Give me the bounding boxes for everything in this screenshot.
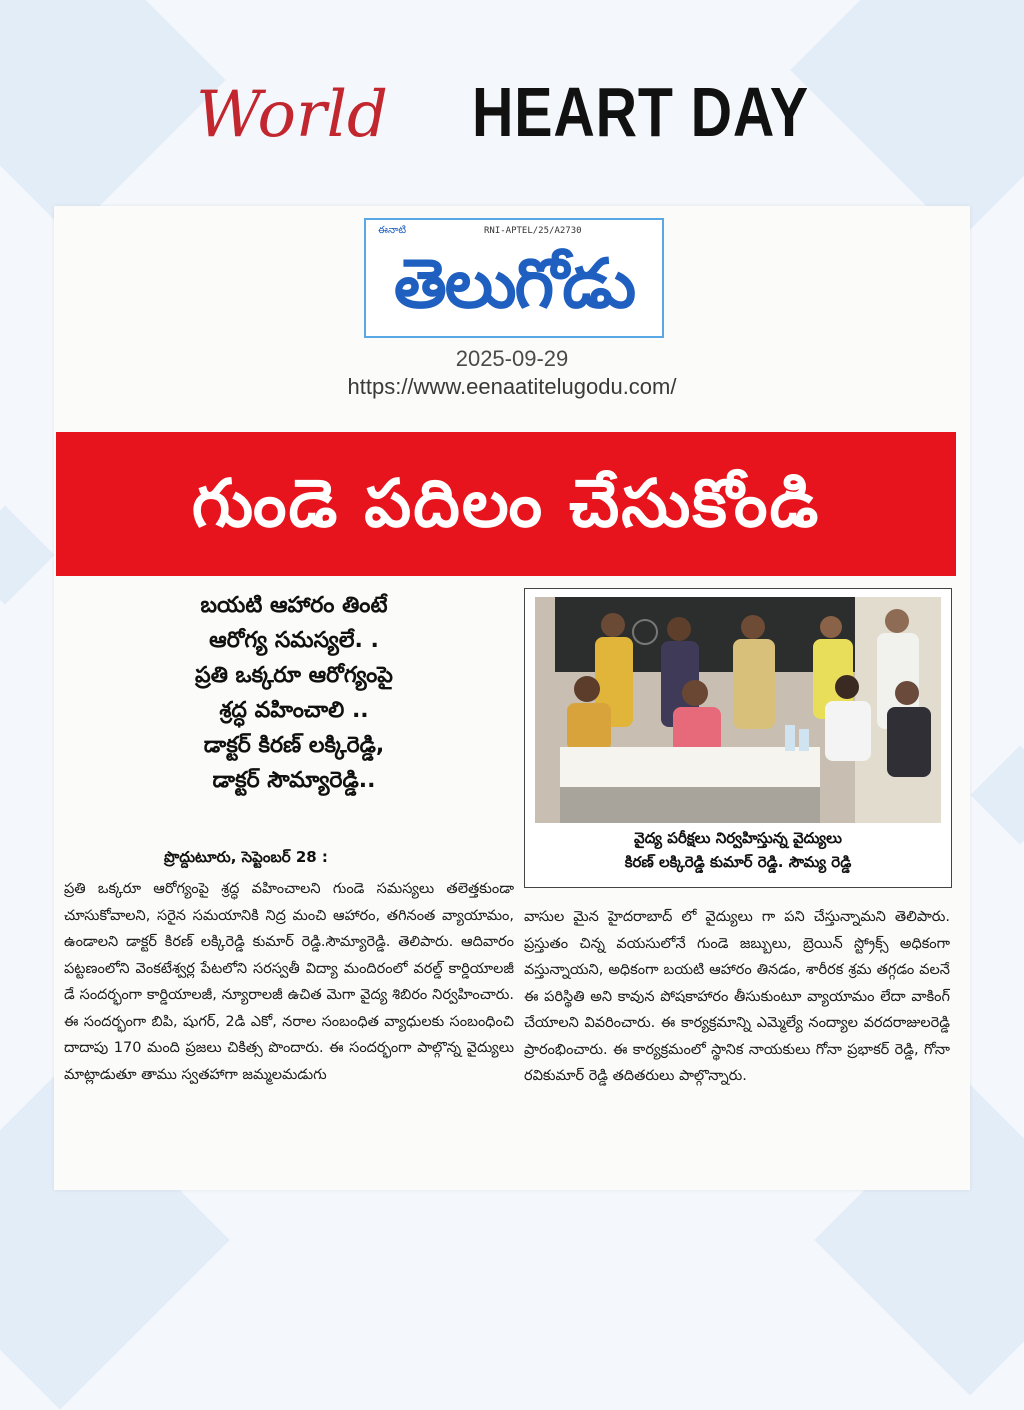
- world-script-title: World: [196, 78, 388, 152]
- headline-banner: గుండె పదిలం చేసుకోండి: [56, 432, 956, 576]
- article-column-right: వాసుల మైన హైదరాబాద్ లో వైద్యులు గా పని చేస్తున్నామని తెలిపారు. ప్రస్తుతం చిన్న వయసులోనే గుండె జబ్బులు, బ్రెయిన్ స్ట్రోక్స్ అధికంగా వస్తున్నాయని, అధికంగా బయటి ఆహారం తినడం, శారీరక శ్రమ తగ్గడం వలనే ఈ పరిస్థితి అని కావున పోషకాహారం తీసుకుంటూ వ్యాయామం లేదా వాకింగ్ చేయాలని వివరించారు. ఈ కార్యక్రమాన్ని ఎమ్మెల్యే నంద్యాల వరదరాజులరెడ్డి ప్రారంభించారు. ఈ కార్యక్రమంలో స్థానిక నాయకులు గోనా ప్రభాకర్ రెడ్డి, గోనా రవికుమార్ రెడ్డి తదితరులు పాల్గొన్నారు.: [524, 909, 950, 1084]
- masthead-title: తెలుగోడు: [393, 245, 635, 324]
- newspaper-clipping: [54, 206, 970, 1190]
- background-shape: [971, 746, 1024, 845]
- background-shape: [0, 506, 54, 605]
- photo-caption-line1: వైద్య పరీక్షలు నిర్వహిస్తున్న వైద్యులు: [634, 829, 842, 847]
- pull-quote-line: శ్రద్ధ వహించాలి ..: [219, 698, 369, 723]
- medical-camp-photo: [535, 597, 941, 823]
- pull-quote-line: ఆరోగ్య సమస్యలే. .: [209, 628, 379, 653]
- article-column-left: ప్రతి ఒక్కరూ ఆరోగ్యంపై శ్రద్ధ వహించాలని గుండె సమస్యలు తలెత్తకుండా చూసుకోవాలని, సరైన సమయానికి నిద్ర మంచి ఆహారం, తగినంత వ్యాయామం, ఉండాలని డాక్టర్ కిరణ్ లక్కిరెడ్డి కుమార్ రెడ్డి.సౌమ్యారెడ్డి. తెలిపారు. ఆదివారం పట్టణంలోని వెంకటేశ్వర్ల పేటలోని సరస్వతీ విద్యా మందిరంలో వరల్డ్ కార్డియాలజీ డే సందర్భంగా కార్డియాలజీ, న్యూరాలజీ ఉచిత మెగా వైద్య శిబిరం నిర్వహించారు. ఈ సందర్భంగా బిపి, షుగర్, 2డి ఎకో, నరాల సంబంధిత వ్యాధులకు సంబంధించి దాదాపు 170 మంది ప్రజలు చికిత్స పొందారు. ఈ సందర్భంగా పాల్గొన్న వైద్యులు మాట్లాడుతూ తాము స్వతహాగా జమ్మలమడుగు: [64, 881, 514, 1083]
- pull-quote-line: డాక్టర్ సౌమ్యారెడ్డి..: [212, 768, 376, 793]
- masthead: [364, 218, 664, 338]
- pull-quote-line: ప్రతి ఒక్కరూ ఆరోగ్యంపై: [195, 663, 393, 688]
- pull-quote: [74, 588, 514, 798]
- registration-number: RNI-APTEL/25/A2730: [484, 226, 582, 236]
- pull-quote-line: బయటి ఆహారం తింటే: [200, 593, 388, 618]
- news-photo-box: [524, 588, 952, 888]
- masthead-small: ఈనాటి: [378, 225, 407, 236]
- pull-quote-line: డాక్టర్ కిరణ్ లక్కిరెడ్డి,: [203, 733, 385, 758]
- newspaper-url: https://www.eenaatitelugodu.com/: [347, 374, 677, 399]
- publication-date: 2025-09-29: [455, 346, 569, 371]
- photo-caption-line2: కిరణ్ లక్కిరెడ్డి కుమార్ రెడ్డి. సౌమ్య రెడ్డి: [624, 853, 852, 871]
- heart-day-title: HEART DAY: [472, 73, 809, 151]
- article-dateline: ప్రొద్దుటూరు, సెప్టెంబర్ 28 :: [164, 848, 328, 866]
- poster-heading: [0, 70, 1024, 170]
